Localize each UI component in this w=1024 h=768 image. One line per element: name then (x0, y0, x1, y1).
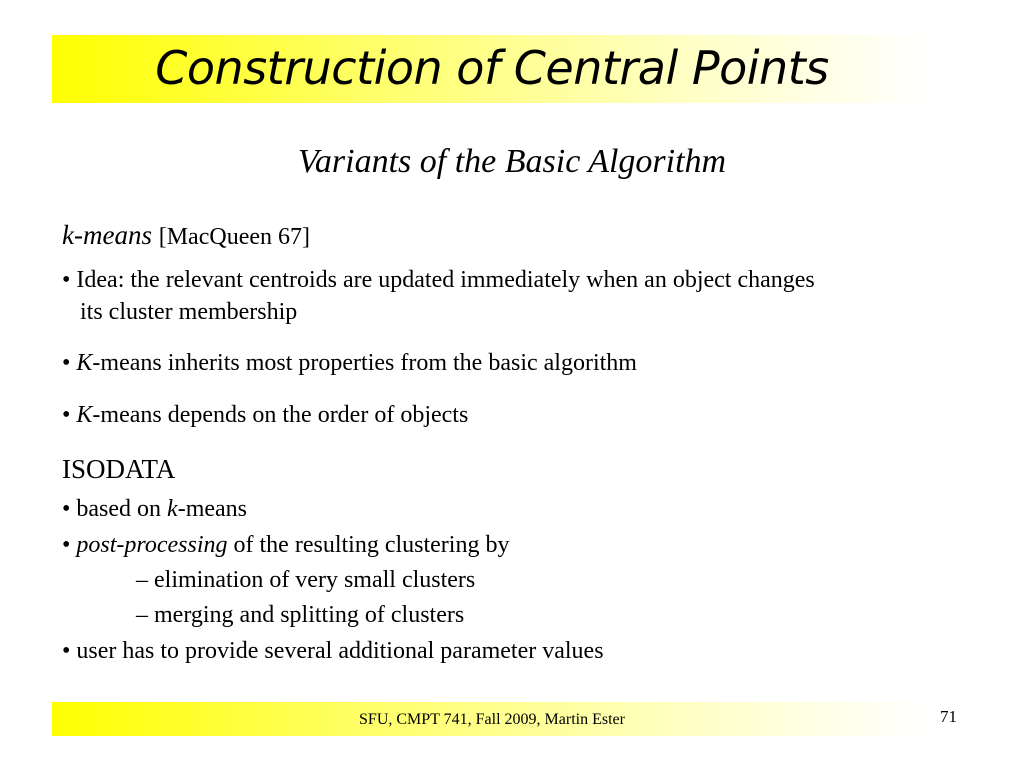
kmeans-bullet-properties (62, 348, 637, 378)
k-symbol: K (76, 402, 93, 428)
isodata-sub-merging: – merging and splitting of clusters (136, 602, 465, 628)
bullet-text: -means (177, 496, 248, 522)
kmeans-bullet-idea: • Idea: the relevant centroids are updated immediately when an object changes (62, 267, 815, 293)
isodata-heading: ISODATA (62, 454, 176, 484)
isodata-bullet-based (62, 494, 247, 524)
kmeans-bullet-idea-cont: its cluster membership (80, 299, 298, 325)
page-number: 71 (940, 707, 957, 726)
post-processing-term: post-processing (76, 532, 228, 558)
bullet-text: of the resulting clustering by (227, 532, 510, 558)
kmeans-heading-ref: [MacQueen 67] (158, 224, 310, 250)
slide-subtitle: Variants of the Basic Algorithm (297, 143, 727, 180)
title-band (52, 35, 932, 103)
isodata-sub-elimination: – elimination of very small clusters (136, 567, 476, 593)
kmeans-heading (62, 220, 310, 252)
kmeans-heading-name: k-means (62, 220, 152, 250)
kmeans-bullet-order (62, 400, 468, 430)
footer-band (52, 702, 932, 736)
bullet-text: -means inherits most properties from the basic algorithm (92, 350, 637, 376)
bullet-text: -means depends on the order of objects (92, 402, 469, 428)
bullet-marker: • (62, 532, 77, 558)
footer-text: SFU, CMPT 741, Fall 2009, Martin Ester (359, 711, 625, 728)
bullet-text: • based on (62, 496, 168, 522)
isodata-bullet-parameters: • user has to provide several additional parameter values (62, 638, 604, 664)
bullet-marker: • (62, 402, 77, 428)
isodata-bullet-postprocessing (62, 530, 509, 560)
slide-title: Construction of Central Points (155, 41, 829, 95)
k-symbol: K (76, 350, 93, 376)
k-symbol: k (167, 496, 178, 522)
bullet-marker: • (62, 350, 77, 376)
